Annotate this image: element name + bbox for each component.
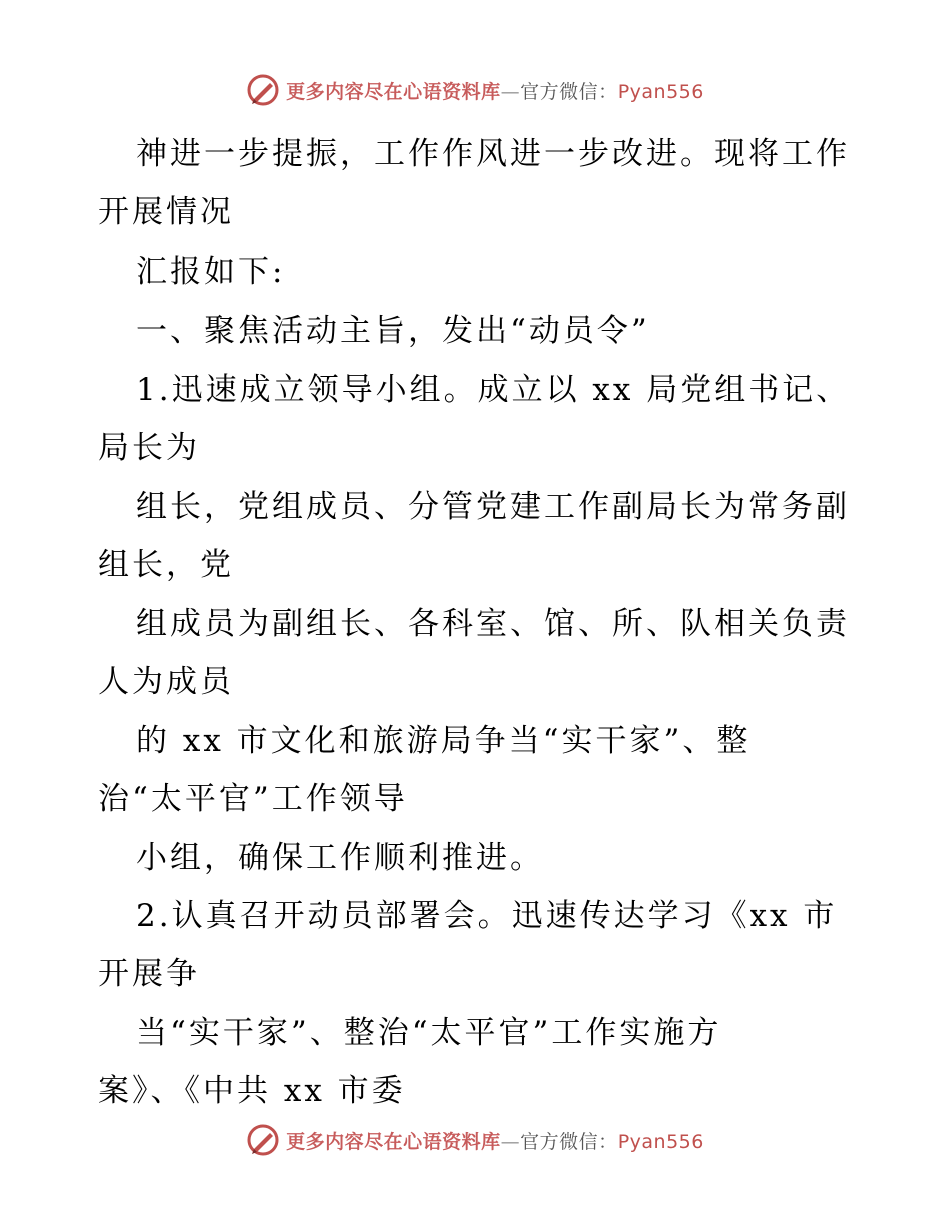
pen-logo-icon <box>246 73 280 107</box>
text-line: 开展情况 <box>98 194 234 230</box>
text-line: 汇报如下: <box>136 254 286 290</box>
text-line: 小组，确保工作顺利推进。 <box>136 840 544 876</box>
footer-watermark <box>0 1120 950 1160</box>
text-line: 组长，党 <box>98 547 234 583</box>
watermark-official: 官方微信： <box>520 80 618 103</box>
text-line: 组成员为副组长、各科室、馆、所、队相关负责 <box>136 606 850 642</box>
text-line: 的 xx 市文化和旅游局争当“实干家”、整 <box>136 723 751 759</box>
watermark-id: Pyan556 <box>617 80 704 103</box>
pen-logo-icon <box>246 1123 280 1157</box>
watermark-brand: 更多内容尽在心语资料库 <box>286 80 501 103</box>
watermark-brand: 更多内容尽在心语资料库 <box>286 1130 501 1153</box>
text-line: 神进一步提振，工作作风进一步改进。现将工作 <box>136 136 850 172</box>
watermark-id: Pyan556 <box>617 1130 704 1153</box>
text-line: 治“太平官”工作领导 <box>98 781 408 817</box>
text-line: 案》、《中共 xx 市委 <box>98 1073 406 1109</box>
text-line: 1.迅速成立领导小组。成立以 xx 局党组书记、 <box>136 372 851 408</box>
watermark-text <box>286 1127 704 1154</box>
watermark-dash: — <box>500 80 521 103</box>
text-line: 人为成员 <box>98 664 234 700</box>
section-heading: 一、聚焦活动主旨，发出“动员令” <box>136 313 650 349</box>
text-line: 当“实干家”、整治“太平官”工作实施方 <box>136 1015 722 1051</box>
text-line: 开展争 <box>98 956 200 992</box>
text-line: 2.认真召开动员部署会。迅速传达学习《xx 市 <box>136 898 838 934</box>
header-watermark <box>0 70 950 110</box>
text-line: 局长为 <box>98 430 200 466</box>
watermark-dash: — <box>500 1130 521 1153</box>
text-line: 组长，党组成员、分管党建工作副局长为常务副 <box>136 489 850 525</box>
watermark-text <box>286 77 704 104</box>
watermark-official: 官方微信： <box>520 1130 618 1153</box>
